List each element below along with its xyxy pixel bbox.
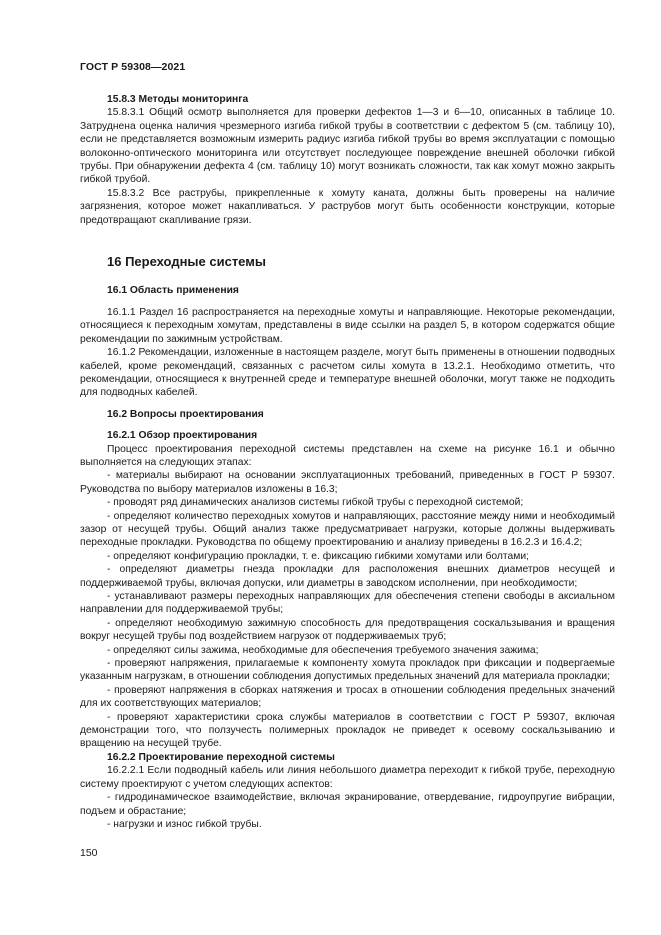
paragraph-15-8-3-1: 15.8.3.1 Общий осмотр выполняется для проверки дефектов 1—3 и 6—10, описанных в таблице 10. Затруднена оценка наличия чрезмерного изгиба гибкой трубы в соответствии с дефектом 5 (см. таблицу 10), если не представляется возможным измерить радиус изгиба гибкой трубы во время эксплуатации с помощью волоконно-оптического мониторинга или отсутствует последующее повреждение внешней оболочки гибкой трубы. При обнаружении дефекта 4 (см. таблицу 10) могут возникать сложности, так как хомут можно закрыть гибкой трубой. (80, 107, 615, 186)
list-item: - материалы выбирают на основании эксплуатационных требований, приведенных в ГОСТ Р 59307. Руководства по выбору материалов изложены в 16.3; (80, 470, 615, 495)
list-item: - устанавливают размеры переходных направляющих для обеспечения степени свободы в аксиальном направлении для поддерживаемой трубы; (80, 591, 615, 616)
paragraph-15-8-3-2: 15.8.3.2 Все раструбы, прикрепленные к хомуту каната, должны быть проверены на наличие загрязнения, которое может накапливаться. У раструбов могут быть особенности конструкции, которые предотвращают скапливание грязи. (80, 187, 615, 226)
section-15-8-3-heading: 15.8.3 Методы мониторинга (107, 94, 249, 105)
document-header: ГОСТ Р 59308—2021 (80, 61, 186, 73)
page-content (80, 93, 615, 831)
list-item: - проверяют напряжения в сборках натяжения и тросах в отношении соблюдения предельных значений для их соответствующих материалов; (80, 684, 615, 710)
section-16-2-1-heading: 16.2.1 Обзор проектирования (107, 430, 258, 442)
list-item: - гидродинамическое взаимодействие, включая экранирование, отвердевание, гидроупругие вибрации, подъем и обрастание; (80, 792, 615, 817)
section-16-2-heading: 16.2 Вопросы проектирования (107, 408, 264, 420)
section-16-2-2-heading: 16.2.2 Проектирование переходной системы (107, 751, 335, 763)
list-item: - определяют количество переходных хомутов и направляющих, расстояние между ними и необходимый зазор от несущей трубы. Общий анализ также предусматривает нагрузки, которые должны выдерживать переходные прокладки. Руководства по общему проектированию и анализу приведены в 16.2.3 и 16.4.2; (80, 510, 615, 549)
page-number: 150 (80, 847, 98, 859)
list-item: - определяют диаметры гнезда прокладки для расположения внешних диаметров несущей и поддерживаемой трубы, включая допуски, или диаметры в заводском исполнении, при необходимости; (80, 564, 615, 589)
list-item: - проверяют напряжения, прилагаемые к компоненту хомута прокладок при фиксации и подвергаемые указанным нагрузкам, в отношении соблюдения допустимых предельных значений для материала прокладки; (80, 658, 615, 683)
list-item: - определяют силы зажима, необходимые для обеспечения требуемого значения зажима; (107, 644, 539, 656)
list-item: - проверяют характеристики срока службы материалов в соответствии с ГОСТ Р 59307, включая демонстрации того, что ползучесть полимерных прокладок не приведет к осевому соскальзыванию и вращению на несущей трубе. (80, 711, 615, 750)
list-item: - нагрузки и износ гибкой трубы. (107, 818, 262, 830)
list-item: - определяют необходимую зажимную способность для предотвращения соскальзывания и вращения вокруг несущей трубы под воздействием нагрузок от поддерживаемых труб; (80, 617, 615, 643)
paragraph-16-1-1: 16.1.1 Раздел 16 распространяется на переходные хомуты и направляющие. Некоторые рекомендации, относящиеся к переходным хомутам, представлены в виде ссылки на раздел 5, в котором содержатся общие рекомендации по зажимным устройствам. (80, 306, 615, 345)
paragraph-16-2-1-intro: Процесс проектирования переходной системы представлен на схеме на рисунке 16.1 и обычно выполняется на следующих этапах: (80, 443, 615, 468)
list-item: - определяют конфигурацию прокладки, т. е. фиксацию гибкими хомутами или болтами; (107, 550, 529, 562)
paragraph-16-2-2-1: 16.2.2.1 Если подводный кабель или линия небольшого диаметра переходит к гибкой трубе, переходную систему проектируют с учетом следующих аспектов: (80, 765, 615, 790)
paragraph-16-1-2: 16.1.2 Рекомендации, изложенные в настоящем разделе, могут быть применены в отношении подводных кабелей, кроме рекомендаций, связанных с расчетом силы хомута в 13.2.1. Необходимо отметить, что рекомендации, относящиеся к внутренней среде и температуре внешней оболочки, могут также не подходить для подводных кабелей. (80, 347, 615, 399)
section-16-heading: 16 Переходные системы (107, 254, 266, 270)
list-item: - проводят ряд динамических анализов системы гибкой трубы с переходной системой; (107, 497, 524, 509)
section-16-1-heading: 16.1 Область применения (107, 285, 239, 297)
